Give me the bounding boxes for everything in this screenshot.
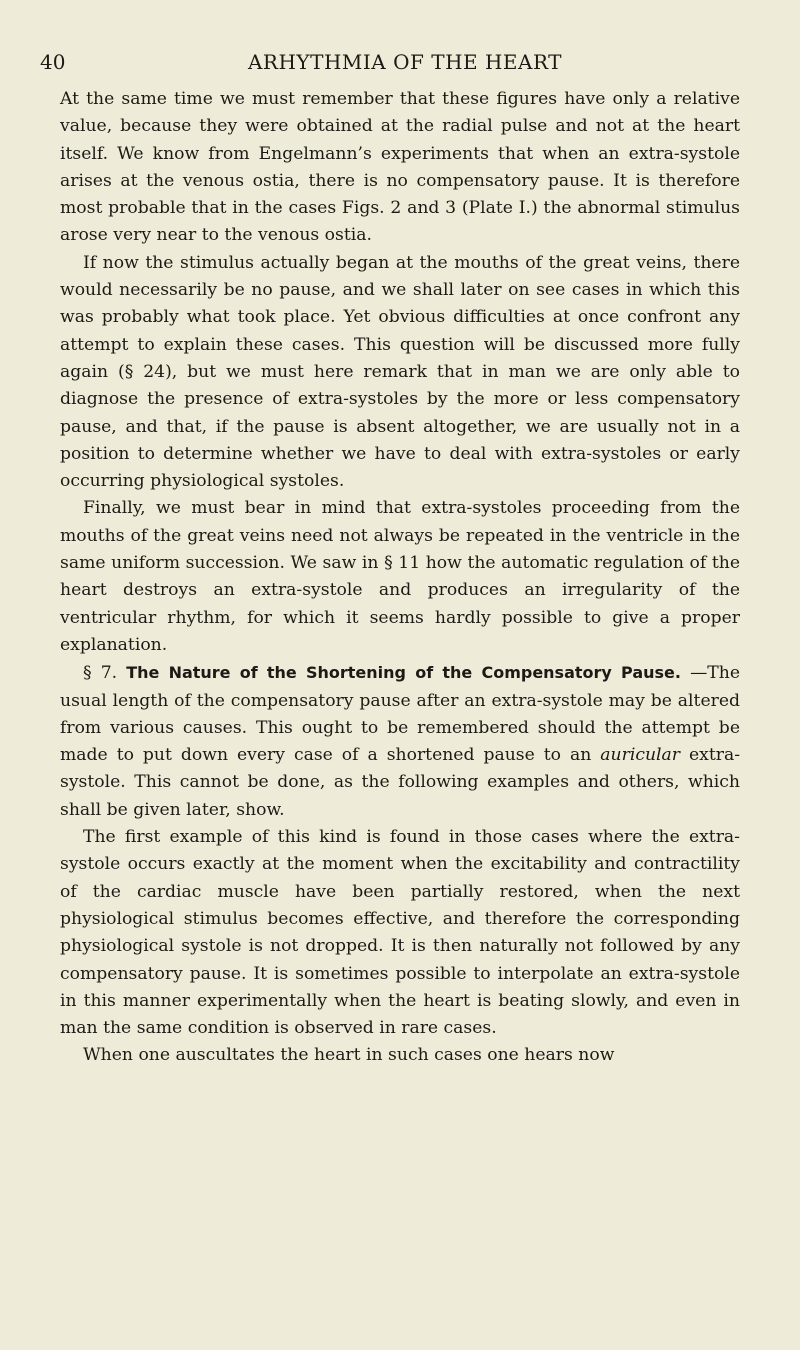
page-header: [40, 50, 760, 80]
page-number: 40: [40, 50, 66, 74]
section-text-a: —The usual length of the compensatory pause after an extra-systole may be altered from various causes. This ought to be remembered should the attempt be made to put down every case of a shortened pause to an: [60, 663, 740, 766]
section-number: § 7.: [83, 663, 118, 684]
running-title: ARHYTHMIA OF THE HEART: [247, 50, 562, 74]
body-text: [60, 86, 740, 1070]
paragraph-1: At the same time we must remember that these figures have only a relative value, because they were obtained at the radial pulse and not at the heart itself. We know from Engelmann’s experiments that when an extra-systole arises at the venous ostia, there is no compensatory pause. It is therefore most probable that in the cases Figs. 2 and 3 (Plate I.) the abnormal stimulus arose very near to the venous ostia.: [60, 89, 740, 246]
paragraph-4: [60, 659, 740, 824]
paragraph-6: When one auscultates the heart in such cases one hears now: [83, 1045, 615, 1066]
section-title: The Nature of the Shortening of the Compensatory Pause.: [126, 663, 681, 683]
section-text-b: extra-systole. This cannot be done, as the following examples and others, which shall be given later, show.: [60, 745, 741, 820]
paragraph-3: Finally, we must bear in mind that extra-systoles proceeding from the mouths of the great veins need not always be repeated in the ventricle in the same uniform succession. We saw in § 11 how the automatic regulation of the heart destroys an extra-systole and produces an irregularity of the ventricular rhythm, for which it seems hardly possible to give a proper explanation.: [60, 498, 740, 655]
paragraph-5: The first example of this kind is found in those cases where the extra-systole occurs exactly at the moment when the excitability and contractility of the cardiac muscle have been partially restored, when the next physiological stimulus becomes effective, and therefore the corresponding physiological systole is not dropped. It is then naturally not followed by any compensatory pause. It is sometimes possible to interpolate an extra-systole in this manner experimentally when the heart is beating slowly, and even in man the same condition is observed in rare cases.: [60, 827, 740, 1039]
paragraph-2: If now the stimulus actually began at the mouths of the great veins, there would necessarily be no pause, and we shall later on see cases in which this was probably what took place. Yet obvious difficulties at once confront any attempt to explain these cases. This question will be discussed more fully again (§ 24), but we must here remark that in man we are only able to diagnose the presence of extra-systoles by the more or less compensatory pause, and that, if the pause is absent altogether, we are usually not in a position to determine whether we have to deal with extra-systoles or early occurring physiological systoles.: [60, 252, 740, 492]
section-italic-term: auricular: [600, 745, 680, 766]
